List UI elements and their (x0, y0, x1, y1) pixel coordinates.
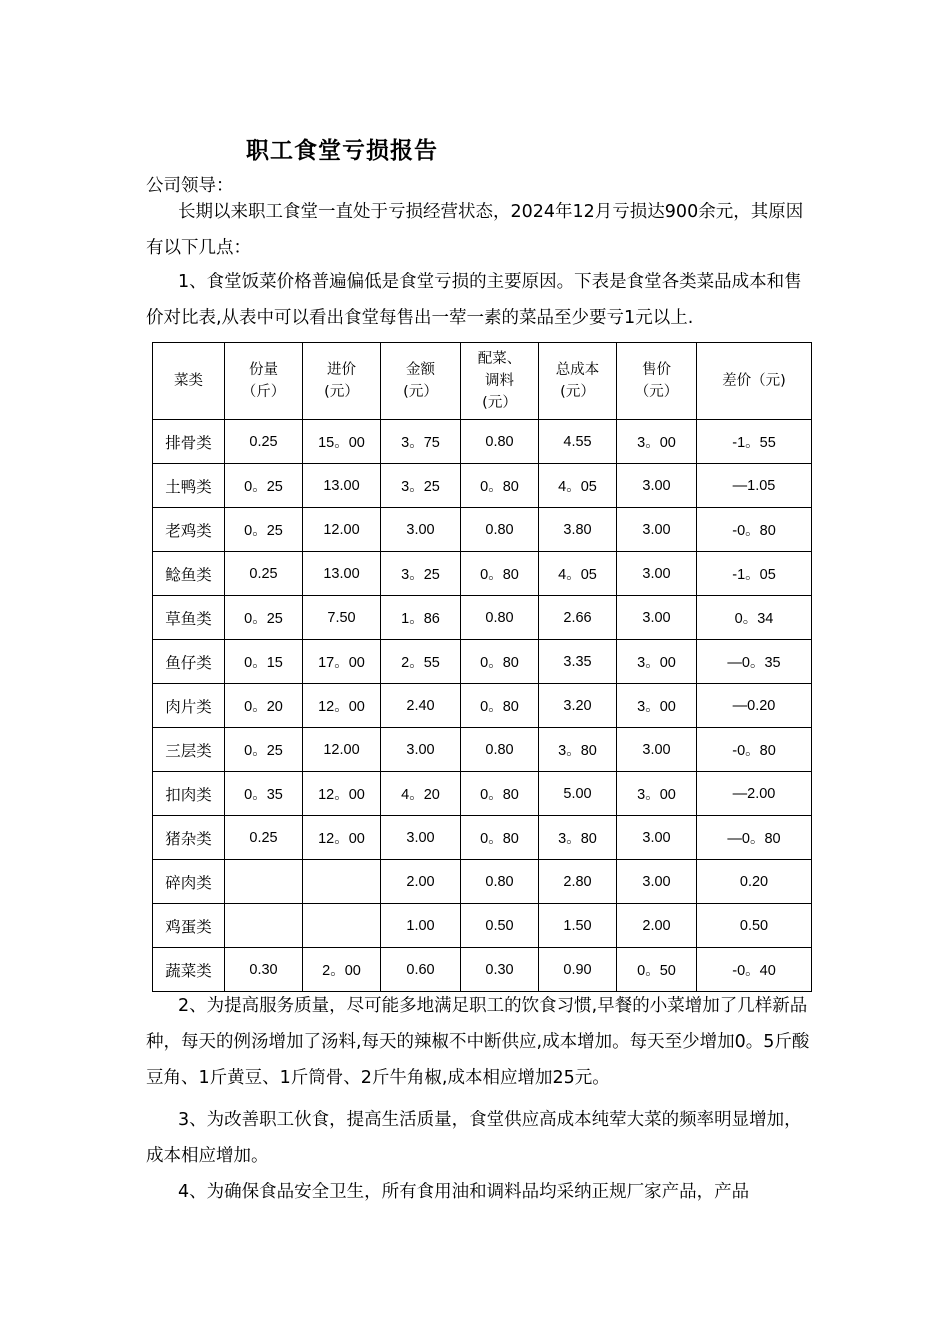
table-row (153, 464, 812, 508)
value-cell: 3.00 (617, 464, 697, 508)
value-cell: 0。50 (617, 948, 697, 992)
table-row (153, 596, 812, 640)
table-row (153, 728, 812, 772)
table-row (153, 420, 812, 464)
column-header-line: 配菜、 (477, 351, 522, 367)
value-cell: -0。80 (697, 728, 812, 772)
column-header (697, 343, 812, 420)
value-cell: 4。20 (381, 772, 461, 816)
column-header-line: (元） (482, 395, 517, 411)
value-cell: -0。40 (697, 948, 812, 992)
dish-category-cell: 鸡蛋类 (153, 904, 225, 948)
value-cell: —0。80 (697, 816, 812, 860)
value-cell: 0.30 (225, 948, 303, 992)
value-cell: 4。05 (539, 464, 617, 508)
value-cell: 3。75 (381, 420, 461, 464)
table-row (153, 684, 812, 728)
column-header-line: (元） (324, 384, 359, 400)
value-cell: 4.55 (539, 420, 617, 464)
column-header-line: 调料 (485, 373, 514, 389)
value-cell: 1。86 (381, 596, 461, 640)
column-header-line: （斤） (241, 384, 286, 400)
value-cell: -1。05 (697, 552, 812, 596)
paragraph-reason-1: 1、食堂饭菜价格普遍偏低是食堂亏损的主要原因。下表是食堂各类菜品成本和售价对比表,从表中可以看出食堂每售出一荤一素的菜品至少要亏1元以上. (146, 272, 802, 328)
value-cell: —0。35 (697, 640, 812, 684)
column-header-line: （元） (634, 384, 679, 400)
dish-category-cell: 土鸭类 (153, 464, 225, 508)
dish-category-cell: 三层类 (153, 728, 225, 772)
column-header (381, 343, 461, 420)
value-cell: 0。20 (225, 684, 303, 728)
value-cell: 0。25 (225, 508, 303, 552)
dish-category-cell: 老鸡类 (153, 508, 225, 552)
value-cell: 3。25 (381, 464, 461, 508)
value-cell: 0.60 (381, 948, 461, 992)
value-cell: -0。80 (697, 508, 812, 552)
value-cell (303, 904, 381, 948)
cost-price-table (152, 342, 812, 992)
column-header (539, 343, 617, 420)
column-header-line: 差价（元) (722, 373, 786, 389)
value-cell: 15。00 (303, 420, 381, 464)
value-cell (225, 904, 303, 948)
value-cell: 3。00 (617, 772, 697, 816)
value-cell: 3.00 (617, 596, 697, 640)
column-header-line: 份量 (249, 362, 278, 378)
value-cell: 0.50 (461, 904, 539, 948)
dish-category-cell: 鲶鱼类 (153, 552, 225, 596)
column-header-line: 进价 (327, 362, 356, 378)
value-cell: 0.25 (225, 552, 303, 596)
salutation: 公司领导： (146, 176, 234, 196)
column-header (461, 343, 539, 420)
column-header (303, 343, 381, 420)
column-header-line: (元） (560, 384, 595, 400)
value-cell (225, 860, 303, 904)
column-header (225, 343, 303, 420)
value-cell: 2。55 (381, 640, 461, 684)
table-row (153, 640, 812, 684)
paragraph-intro: 长期以来职工食堂一直处于亏损经营状态，2024年12月亏损达900余元，其原因有以下几点： (146, 202, 804, 258)
value-cell: 2.66 (539, 596, 617, 640)
value-cell: 0.20 (697, 860, 812, 904)
value-cell: 12。00 (303, 772, 381, 816)
column-header-line: 菜类 (174, 373, 203, 389)
value-cell: 2。00 (303, 948, 381, 992)
value-cell: 3.00 (381, 508, 461, 552)
value-cell: 0。80 (461, 772, 539, 816)
column-header-line: 金额 (406, 362, 435, 378)
value-cell: 7.50 (303, 596, 381, 640)
table-row (153, 904, 812, 948)
dish-category-cell: 肉片类 (153, 684, 225, 728)
table-row (153, 860, 812, 904)
value-cell: 0。34 (697, 596, 812, 640)
value-cell: 2.40 (381, 684, 461, 728)
column-header-line: 总成本 (555, 362, 600, 378)
value-cell: 3.00 (381, 816, 461, 860)
value-cell: —0.20 (697, 684, 812, 728)
value-cell: 0.50 (697, 904, 812, 948)
value-cell: —1.05 (697, 464, 812, 508)
value-cell: 0。35 (225, 772, 303, 816)
column-header-line: 售价 (642, 362, 671, 378)
table-row (153, 772, 812, 816)
value-cell: 0。25 (225, 464, 303, 508)
paragraph-reason-3: 3、为改善职工伙食，提高生活质量，食堂供应高成本纯荤大菜的频率明显增加，成本相应增加。 (146, 1110, 802, 1166)
value-cell: 0。25 (225, 596, 303, 640)
dish-category-cell: 蔬菜类 (153, 948, 225, 992)
value-cell: 3.00 (617, 508, 697, 552)
value-cell: 0.90 (539, 948, 617, 992)
value-cell: 0.25 (225, 420, 303, 464)
value-cell: 3.00 (617, 860, 697, 904)
value-cell: 3.00 (617, 816, 697, 860)
value-cell: 0。80 (461, 816, 539, 860)
value-cell: 17。00 (303, 640, 381, 684)
value-cell: 0.25 (225, 816, 303, 860)
value-cell: 3.00 (381, 728, 461, 772)
value-cell: 3。80 (539, 816, 617, 860)
value-cell: 0。25 (225, 728, 303, 772)
value-cell: 3.20 (539, 684, 617, 728)
value-cell: 0。80 (461, 464, 539, 508)
value-cell: 0.80 (461, 420, 539, 464)
table-header (153, 343, 812, 420)
value-cell: 3.00 (617, 552, 697, 596)
value-cell: 13.00 (303, 464, 381, 508)
value-cell: 1.50 (539, 904, 617, 948)
header-row (153, 343, 812, 420)
value-cell: 3。00 (617, 420, 697, 464)
value-cell: 2.00 (381, 860, 461, 904)
value-cell: 5.00 (539, 772, 617, 816)
value-cell: 0.80 (461, 860, 539, 904)
value-cell: 12。00 (303, 684, 381, 728)
value-cell: 0.30 (461, 948, 539, 992)
value-cell: 4。05 (539, 552, 617, 596)
report-title: 职工食堂亏损报告 (246, 138, 438, 164)
dish-category-cell: 碎肉类 (153, 860, 225, 904)
value-cell (303, 860, 381, 904)
table-row (153, 508, 812, 552)
value-cell: 3。80 (539, 728, 617, 772)
value-cell: 12。00 (303, 816, 381, 860)
value-cell: 2.80 (539, 860, 617, 904)
table-row (153, 816, 812, 860)
value-cell: 0.80 (461, 508, 539, 552)
value-cell: 0。15 (225, 640, 303, 684)
value-cell: 2.00 (617, 904, 697, 948)
value-cell: 12.00 (303, 728, 381, 772)
value-cell: 3.80 (539, 508, 617, 552)
value-cell: 1.00 (381, 904, 461, 948)
value-cell: 0。80 (461, 640, 539, 684)
value-cell: -1。55 (697, 420, 812, 464)
value-cell: 3。00 (617, 684, 697, 728)
dish-category-cell: 扣肉类 (153, 772, 225, 816)
value-cell: 0.80 (461, 728, 539, 772)
column-header-line: (元） (403, 384, 438, 400)
table-body (153, 420, 812, 992)
value-cell: 13.00 (303, 552, 381, 596)
paragraph-reason-4: 4、为确保食品安全卫生，所有食用油和调料品均采纳正规厂家产品，产品 (178, 1182, 750, 1202)
column-header (153, 343, 225, 420)
column-header (617, 343, 697, 420)
value-cell: 3.00 (617, 728, 697, 772)
value-cell: 0。80 (461, 684, 539, 728)
dish-category-cell: 鱼仔类 (153, 640, 225, 684)
table-row (153, 948, 812, 992)
value-cell: 3。00 (617, 640, 697, 684)
table-row (153, 552, 812, 596)
paragraph-reason-2: 2、为提高服务质量，尽可能多地满足职工的饮食习惯,早餐的小菜增加了几样新品种，每天的例汤增加了汤料,每天的辣椒不中断供应,成本增加。每天至少增加0。5斤酸豆角、1斤黄豆、1斤筒骨、2斤牛角椒,成本相应增加25元。 (146, 996, 810, 1088)
value-cell: —2.00 (697, 772, 812, 816)
value-cell: 0。80 (461, 552, 539, 596)
dish-category-cell: 排骨类 (153, 420, 225, 464)
dish-category-cell: 猪杂类 (153, 816, 225, 860)
value-cell: 3。25 (381, 552, 461, 596)
dish-category-cell: 草鱼类 (153, 596, 225, 640)
value-cell: 12.00 (303, 508, 381, 552)
value-cell: 0.80 (461, 596, 539, 640)
value-cell: 3.35 (539, 640, 617, 684)
